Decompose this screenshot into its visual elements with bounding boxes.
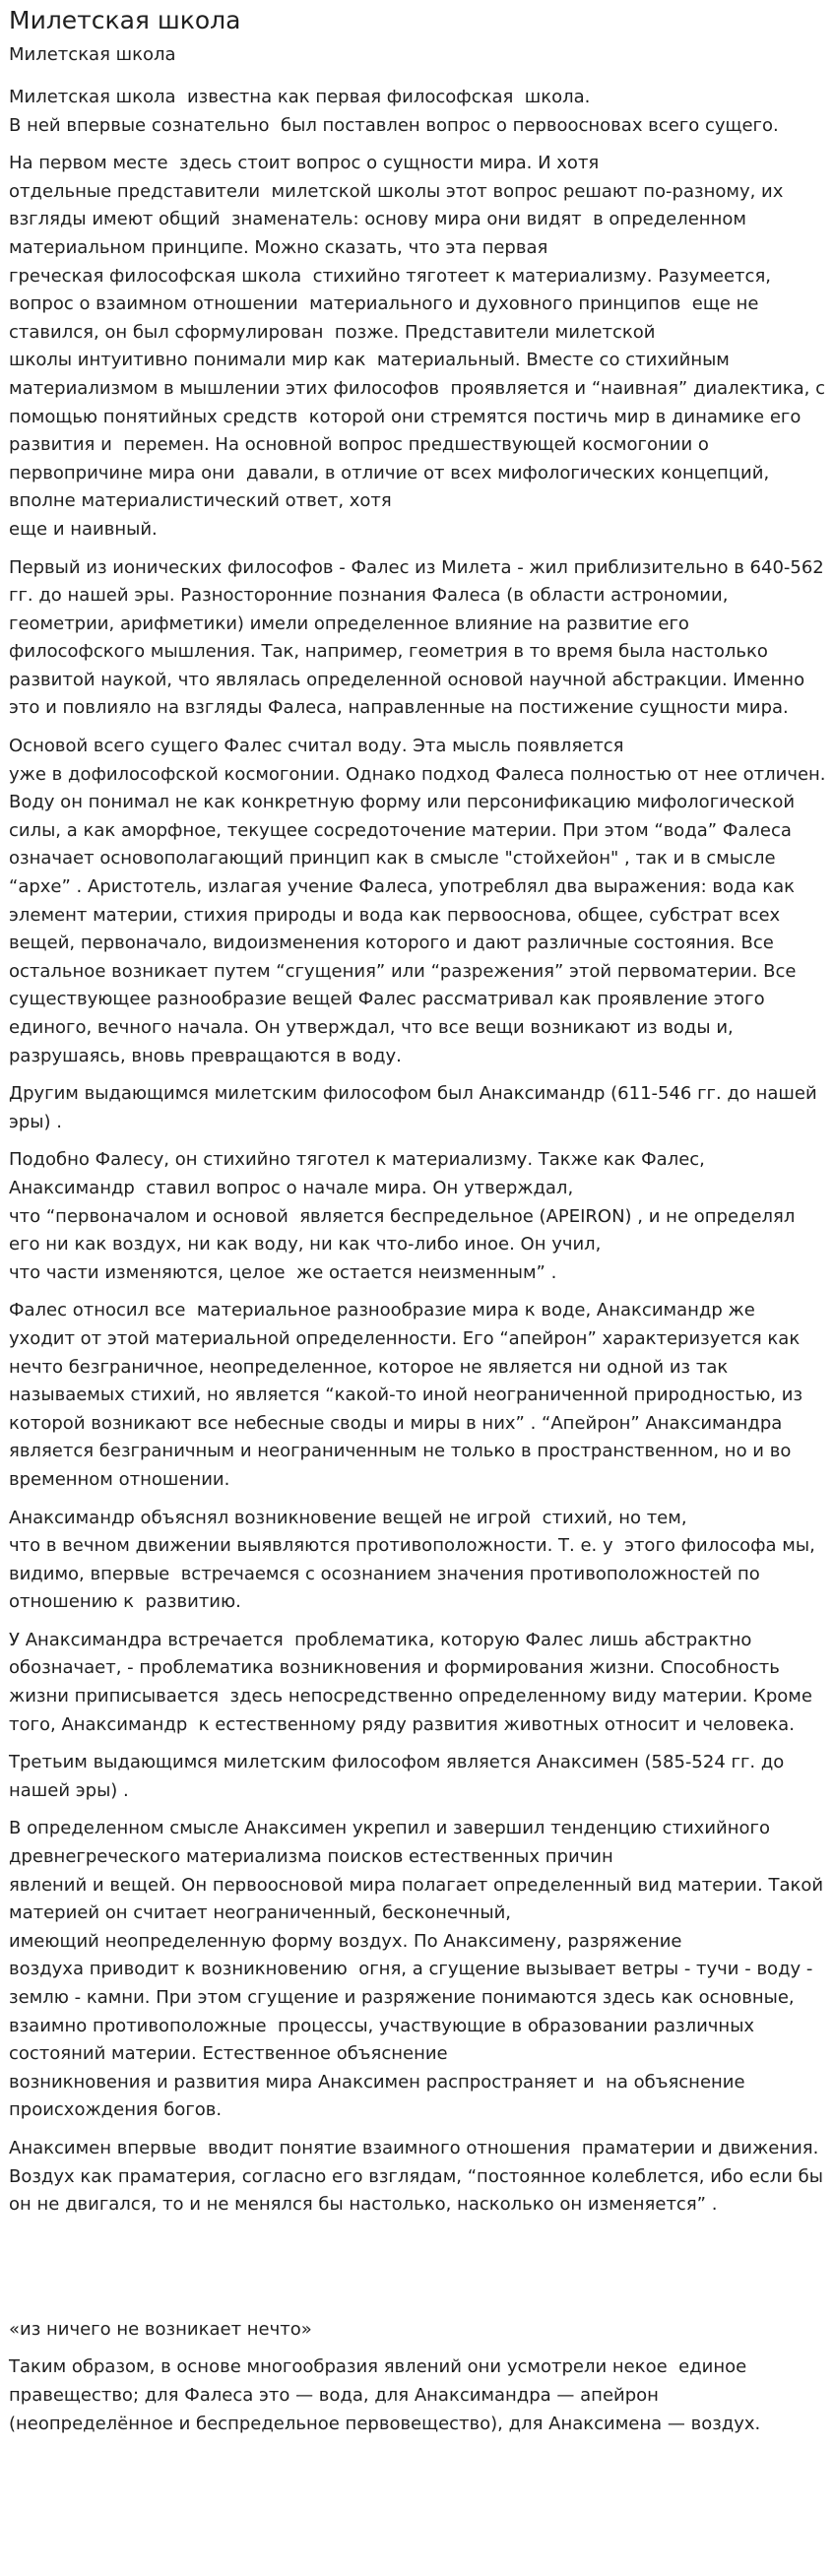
paragraph-anaximenes-air: В определенном смысле Анаксимен укрепил и завершил тенденцию стихийного древнегреческого материализма поисков естественных причин явлений и вещей. Он первоосновой мира полагает определенный вид материи. Такой материей он считает неограниченный, бесконечный, имеющий неопределенную форму воздух. По Анаксимену, разряжение воздуха приводит к возникновению огня, а сгущение вызывает ветры - тучи - воду - землю - камни. При этом сгущение и разряжение понимаются здесь как основные, взаимно противоположные процессы, участвующие в образовании различных состояний материи. Естественное объяснение возникновения и развития мира Анаксимен распространяет и на объяснение происхождения богов. [9,1818,824,2121]
paragraph-anaximander-opposites: Анаксимандр объяснял возникновение вещей не игрой стихий, но тем, что в вечном движении выявляются противоположности. Т. е. у этого философа мы, видимо, впервые встречаемся с осознанием значения противоположностей по отношению к развитию. [9,1507,815,1613]
paragraph-thales-water: Основой всего сущего Фалес считал воду. Эта мысль появляется уже в дофилософской космогонии. Однако подход Фалеса полностью от нее отличен. Воду он понимал не как конкретную форму или персонификацию мифологической силы, а как аморфное, текущее сосредоточение материи. При этом “вода” Фалеса означает основополагающий принцип как в смысле "стойхейон" , так и в смысле “архе” . Аристотель, излагая учение Фалеса, употреблял два выражения: вода как элемент материи, стихия природы и вода как первооснова, общее, субстрат всех вещей, первоначало, видоизменения которого и дают различные состояния. Все остальное возникает путем “сгущения” или “разрежения” этой первоматерии. Все существующее разнообразие вещей Фалес рассматривал как проявление этого единого, вечного начала. Он утверждал, что все вещи возникают из воды и, разрушаясь, вновь превращаются в воду. [9,736,826,1066]
paragraph-essence: На первом месте здесь стоит вопрос о сущности мира. И хотя отдельные представители милетской школы этот вопрос решают по-разному, их взгляды имеют общий знаменатель: основу мира они видят в определенном материальном принципе. Можно сказать, что эта первая греческая философская школа стихийно тяготеет к материализму. Разумеется, вопрос о взаимном отношении материального и духовного принципов еще не ставился, он был сформулирован позже. Представители милетской школы интуитивно понимали мир как материальный. Вместе со стихийным материализмом в мышлении этих философов проявляется и “наивная” диалектика, с помощью понятийных средств которой они стремятся постичь мир в динамике его развития и перемен. На основной вопрос предшествующей космогонии о первопричине мира они давали, в отличие от всех мифологических концепций, вполне материалистический ответ, хотя еще и наивный. [9,153,826,540]
paragraph-conclusion: Таким образом, в основе многообразия явлений они усмотрели некое единое правещество; для Фалеса это — вода, для Анаксимандра — апейрон (неопределённое и беспредельное первовещество), для Анаксимена — воздух. [9,2356,761,2434]
paragraph-anaximander-intro: Другим выдающимся милетским философом был Анаксимандр (611-546 гг. до нашей эры) . [9,1083,823,1132]
paragraph-thales-bio: Первый из ионических философов - Фалес из Милета - жил приблизительно в 640-562 гг. до нашей эры. Разносторонние познания Фалеса (в области астрономии, геометрии, арифметики) имели определенное влияние на развитие его философского мышления. Так, например, геометрия в то время была настолько развитой наукой, что являлась определенной основой научной абстракции. Именно это и повлияло на взгляды Фалеса, направленные на постижение сущности мира. [9,556,830,719]
paragraph-anaximander-apeiron: Подобно Фалесу, он стихийно тяготел к материализму. Также как Фалес, Анаксимандр ставил вопрос о начале мира. Он утверждал, что “первоначалом и основой является беспредельное (APEIRON) , и не определял его ни как воздух, ни как воду, ни как что-либо иное. Он учил, что части изменяются, целое же остается неизменным” . [9,1149,796,1283]
paragraph-anaximenes-motion: Анаксимен впервые вводит понятие взаимного отношения праматерии и движения. Воздух как праматерия, согласно его взглядам, “постоянное колеблется, ибо если бы он не двигался, то и не менялся бы настолько, насколько он изменяется” . [9,2137,829,2216]
paragraph-anaximander-life: У Анаксимандра встречается проблематика, которую Фалес лишь абстрактно обозначает, - проблематика возникновения и формирования жизни. Способность жизни приписывается здесь непосредственно определенному виду материи. Кроме того, Анаксимандр к естественному ряду развития животных относит и человека. [9,1629,818,1735]
page-title: Милетская школа [9,6,241,34]
quote: «из ничего не возникает нечто» [9,2318,312,2340]
article-subtitle: Милетская школа [9,44,176,65]
paragraph-anaximenes-intro: Третьим выдающимся милетским философом является Анаксимен (585-524 гг. до нашей эры) . [9,1752,791,1801]
spacer [9,2229,826,2316]
paragraph-anaximander-compare: Фалес относил все материальное разнообразие мира к воде, Анаксимандр же уходит от этой материальной определенности. Его “апейрон” характеризуется как нечто безграничное, неопределенное, которое не является ни одной из так называемых стихий, но является “какой-то иной неограниченной природностью, из которой возникают все небесные своды и миры в них” . “Апейрон” Анаксимандра является безграничным и неограниченным не только в пространственном, но и во временном отношении. [9,1300,808,1490]
paragraph-intro: Милетская школа известна как первая философская школа. В ней впервые сознательно был поставлен вопрос о первоосновах всего сущего. [9,87,779,136]
